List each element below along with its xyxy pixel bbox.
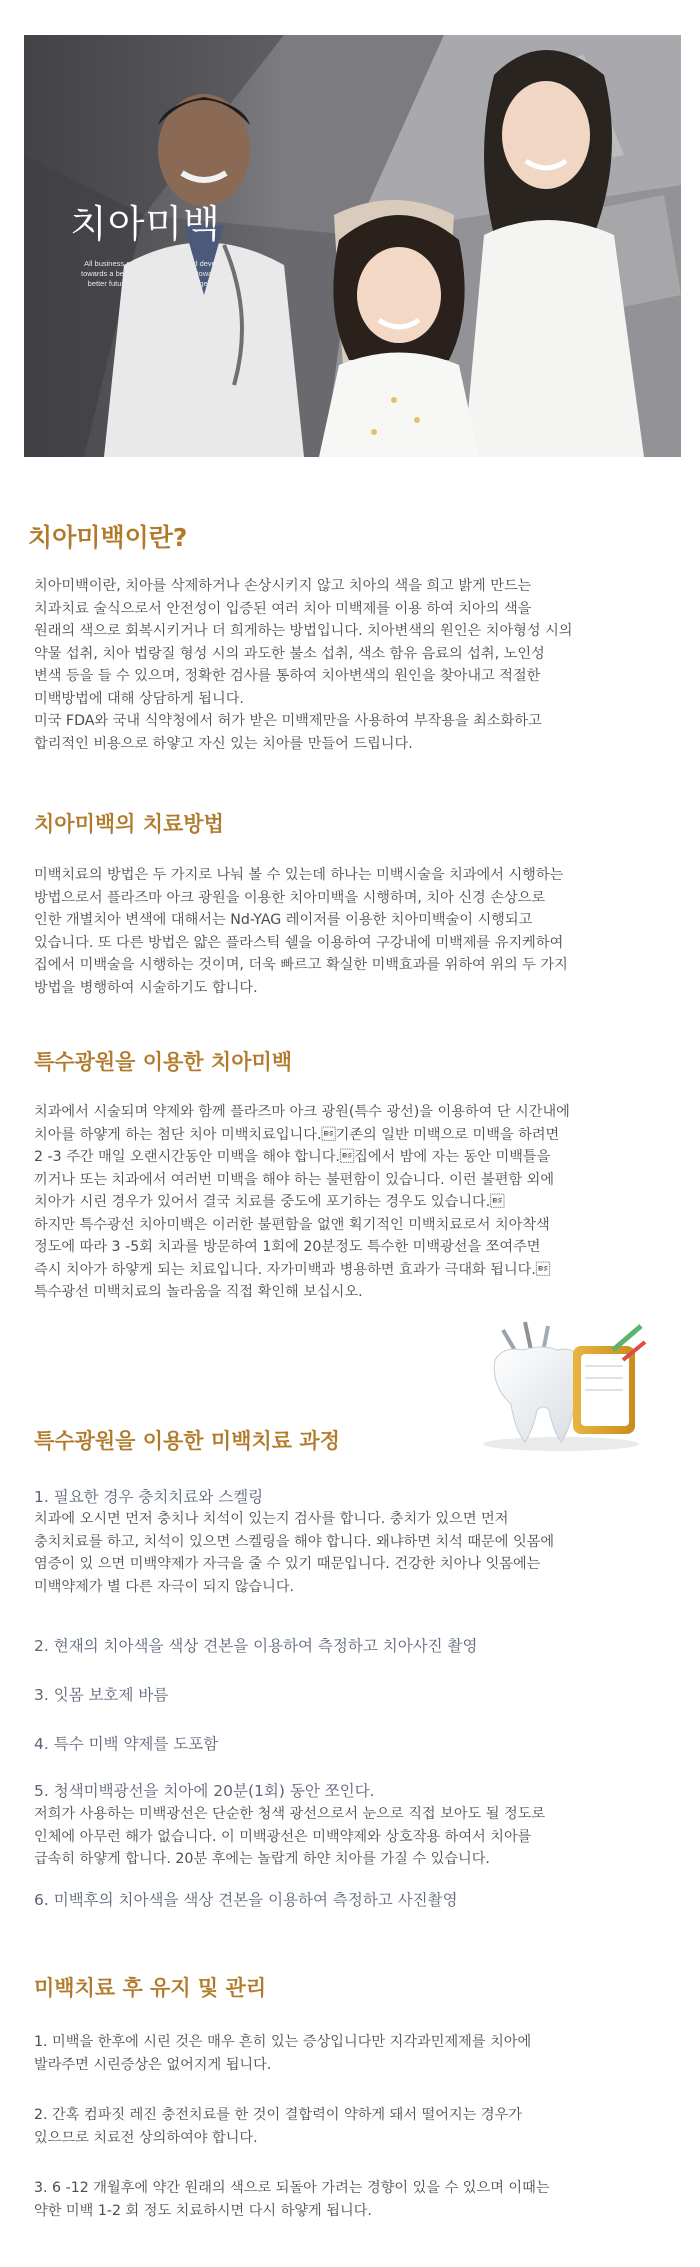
section-title-process: 특수광원을 이용한 미백치료 과정: [34, 1429, 340, 1453]
process-step-4-title: 4. 특수 미백 약제를 도포함: [34, 1735, 219, 1753]
girl-figure: [299, 200, 499, 457]
aftercare-tip-3: 3. 6 -12 개월후에 약간 원래의 색으로 되돌아 가려는 경향이 있을 수 있으며 이때는 약한 미백 1-2 회 정도 치료하시면 다시 하얗게 됩니다.: [34, 2180, 550, 2219]
process-step-5-body: 저희가 사용하는 미백광선은 단순한 청색 광선으로서 눈으로 직접 보아도 될 정도로 인체에 아무런 해가 없습니다. 이 미백광선은 미백약제와 상호작용 하여서 치아를 급속히 하얗게 합니다. 20분 후에는 놀랍게 하얀 치아를 가질 수 있습니다.: [34, 1806, 546, 1867]
hero-caption: All business constantly create and develop towards a better future together. B towards a better future B&G network than together.: [80, 259, 229, 288]
process-step-3-title: 3. 잇몸 보호제 바름: [34, 1686, 169, 1704]
process-step-1-body: 치과에 오시면 먼저 충치나 치석이 있는지 검사를 합니다. 충치가 있으면 먼저 충치치료를 하고, 치석이 있으면 스켈링을 해야 합니다. 왜냐하면 치석 때문에 잇몸에 염증이 있 으면 미백약제가 자극을 줄 수 있기 때문입니다. 건강한 치아나 잇몸에는 미백약제가 별 다른 자극이 되지 않습니다.: [34, 1511, 555, 1595]
section-body-method: 미백치료의 방법은 두 가지로 나눠 볼 수 있는데 하나는 미백시술을 치과에서 시행하는 방법으로서 플라즈마 아크 광원을 이용한 치아미백을 시행하며, 치아 신경 손상으로 인한 개별치아 변색에 대해서는 Nd-YAG 레이저를 이용한 치아미백술이 시행되고 있습니다. 또 다른 방법은 얇은 플라스틱 쉘을 이용하여 구강내에 미백제를 유지케하여 집에서 미백술을 시행하는 것이며, 더욱 빠르고 확실한 미백효과를 위하여 위의 두 가지 방법을 병행하여 시술하기도 합니다.: [34, 867, 568, 996]
section-title-intro: 치아미백이란?: [28, 523, 188, 552]
section-body-special-light: 치과에서 시술되며 약제와 함께 플라즈마 아크 광원(특수 광선)을 이용하여 단 시간내에 치아를 하얗게 하는 첨단 치아 미백치료입니다.기존의 일반 미백으로 미백을 하려면 2 -3 주간 매일 오랜시간동안 미백을 해야 합니다.집에서 밤에 자는 동안 미백틀을 끼거나 또는 치과에서 여러번 미백을 해야 하는 불편함이 있습니다. 이런 불편함 외에 치아가 시린 경우가 있어서 결국 치료를 중도에 포기하는 경우도 있습니다. 하지만 특수광선 치아미백은 이러한 불편함을 없앤 획기적인 미백치료로서 치아착색 정도에 따라 3 -5회 치과를 방문하여 1회에 20분정도 특수한 미백광선을 쪼여주면 즉시 치아가 하얗게 되는 치료입니다. 자가미백과 병용하면 효과가 극대화 됩니다. 특수광선 미백치료의 놀라움을 직접 확인해 보십시오.: [34, 1104, 570, 1300]
hero-title: 치아미백: [70, 202, 221, 246]
process-step-5-title: 5. 청색미백광선을 치아에 20분(1회) 동안 쪼인다.: [34, 1782, 375, 1800]
aftercare-tip-1: 1. 미백을 한후에 시린 것은 매우 흔히 있는 증상입니다만 지각과민제제를 치아에 발라주면 시린증상은 없어지게 됩니다.: [34, 2034, 532, 2073]
process-step-1-title: 1. 필요한 경우 충치치료와 스켈링: [34, 1488, 264, 1506]
section-title-method: 치아미백의 치료방법: [34, 812, 224, 836]
section-body-intro: 치아미백이란, 치아를 삭제하거나 손상시키지 않고 치아의 색을 희고 밝게 만드는 치과치료 술식으로서 안전성이 입증된 여러 치아 미백제를 이용 하여 치아의 색을 원래의 색으로 회복시키거나 더 희게하는 방법입니다. 치아변색의 원인은 치아형성 시의 약물 섭취, 치아 법랑질 형성 시의 과도한 불소 섭취, 색소 함유 음료의 섭취, 노인성 변색 등을 들 수 있으며, 정확한 검사를 통하여 치아변색의 원인을 찾아내고 적절한 미백방법에 대해 상담하게 됩니다. 미국 FDA와 국내 식약청에서 허가 받은 미백제만을 사용하여 부작용을 최소화하고 합리적인 비용으로 하얗고 자신 있는 치아를 만들어 드립니다.: [34, 578, 573, 752]
section-title-aftercare: 미백치료 후 유지 및 관리: [34, 1976, 267, 2000]
process-step-6-title: 6. 미백후의 치아색을 색상 견본을 이용하여 측정하고 사진촬영: [34, 1891, 458, 1909]
tooth-illustration: [473, 1320, 649, 1453]
aftercare-tip-2: 2. 간혹 컴파짓 레진 충전치료를 한 것이 결합력이 약하게 돼서 떨어지는 경우가 있으므로 치료전 상의하여야 합니다.: [34, 2107, 523, 2146]
hero-banner: [24, 35, 681, 457]
section-title-special-light: 특수광원을 이용한 치아미백: [34, 1050, 293, 1074]
dentist-figure: [84, 55, 314, 457]
process-step-2-title: 2. 현재의 치아색을 색상 견본을 이용하여 측정하고 치아사진 촬영: [34, 1637, 478, 1655]
